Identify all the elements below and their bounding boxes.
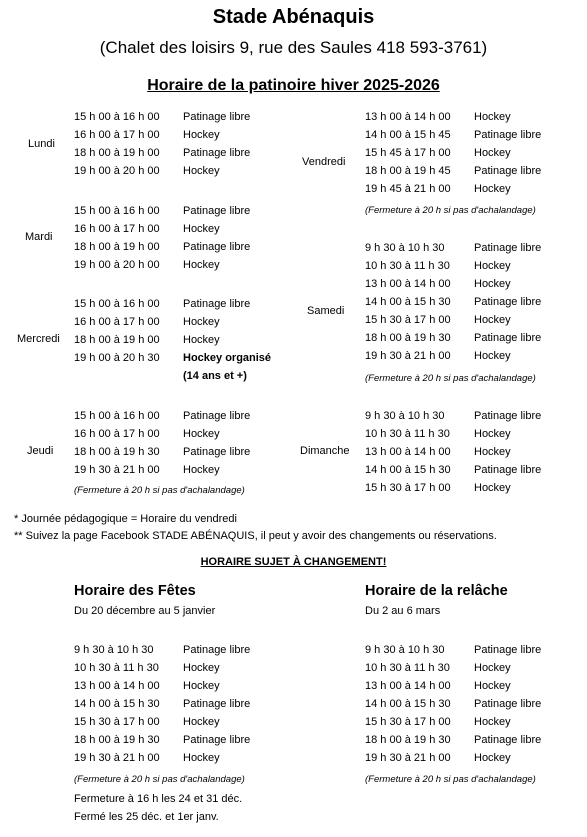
row-activity: Hockey xyxy=(183,464,220,476)
row-activity: Patinage libre xyxy=(474,698,542,710)
schedule-row xyxy=(365,257,575,275)
row-time: 18 h 00 à 19 h 30 xyxy=(74,734,160,746)
row-activity: Hockey xyxy=(474,716,511,728)
row-time: 16 h 00 à 17 h 00 xyxy=(74,428,160,440)
releche-note: (Fermeture à 20 h si pas d'achalandage) xyxy=(365,774,536,785)
row-activity: Hockey xyxy=(183,223,220,235)
row-activity: Hockey xyxy=(183,316,220,328)
schedule-row xyxy=(365,347,575,365)
row-activity: Patinage libre xyxy=(474,734,542,746)
change-warning: HORAIRE SUJET À CHANGEMENT! xyxy=(200,556,387,568)
row-time: 10 h 30 à 11 h 30 xyxy=(365,260,450,272)
row-activity: Patinage libre xyxy=(183,298,251,310)
row-activity: Hockey xyxy=(183,716,220,728)
schedule-block-lundi xyxy=(74,108,284,180)
row-activity: Patinage libre xyxy=(183,698,251,710)
row-activity: Hockey xyxy=(183,129,220,141)
row-activity: Hockey xyxy=(474,662,511,674)
row-time: 15 h 00 à 16 h 00 xyxy=(74,298,160,310)
row-activity: Hockey xyxy=(474,314,511,326)
row-time: 18 h 00 à 19 h 45 xyxy=(365,165,451,177)
releche-title: Horaire de la relâche xyxy=(365,583,508,599)
row-activity: Patinage libre xyxy=(183,147,251,159)
row-activity: Hockey xyxy=(474,183,511,195)
schedule-row xyxy=(74,144,284,162)
row-activity: Hockey xyxy=(183,662,220,674)
row-time: 13 h 00 à 14 h 00 xyxy=(365,278,451,290)
row-activity: Patinage libre xyxy=(183,410,251,422)
schedule-row xyxy=(74,367,284,385)
row-time: 14 h 00 à 15 h 45 xyxy=(365,129,451,141)
releche-dates: Du 2 au 6 mars xyxy=(365,605,441,617)
fetes-dates: Du 20 décembre au 5 janvier xyxy=(74,605,216,617)
vendredi-note: (Fermeture à 20 h si pas d'achalandage) xyxy=(365,205,536,216)
row-activity: Hockey xyxy=(474,752,511,764)
row-activity: Patinage libre xyxy=(183,205,251,217)
row-activity: Hockey xyxy=(474,278,511,290)
schedule-row xyxy=(365,461,575,479)
row-time: 15 h 30 à 17 h 00 xyxy=(365,482,451,494)
schedule-row xyxy=(365,311,575,329)
row-activity: Patinage libre xyxy=(474,410,542,422)
schedule-block-mercredi xyxy=(74,295,284,385)
schedule-row xyxy=(74,202,284,220)
schedule-row xyxy=(365,749,575,767)
day-label-mardi: Mardi xyxy=(25,231,53,243)
schedule-row xyxy=(74,331,284,349)
schedule-row xyxy=(74,695,284,713)
schedule-row xyxy=(74,349,284,367)
row-time: 18 h 00 à 19 h 00 xyxy=(74,241,160,253)
schedule-row xyxy=(365,180,575,198)
schedule-row xyxy=(365,713,575,731)
fetes-title: Horaire des Fêtes xyxy=(74,583,196,599)
row-activity: Patinage libre xyxy=(474,242,542,254)
row-activity: Patinage libre xyxy=(183,241,251,253)
schedule-block-jeudi xyxy=(74,407,284,479)
schedule-row xyxy=(365,641,575,659)
schedule-block-dimanche xyxy=(365,407,575,497)
row-time: 13 h 00 à 14 h 00 xyxy=(365,111,451,123)
fetes-note: (Fermeture à 20 h si pas d'achalandage) xyxy=(74,774,245,785)
row-activity: Hockey xyxy=(183,334,220,346)
schedule-row xyxy=(74,295,284,313)
row-time: 15 h 00 à 16 h 00 xyxy=(74,111,160,123)
schedule-row xyxy=(74,659,284,677)
schedule-block-fetes xyxy=(74,641,284,767)
schedule-row xyxy=(365,162,575,180)
samedi-note: (Fermeture à 20 h si pas d'achalandage) xyxy=(365,373,536,384)
row-activity: Hockey organisé xyxy=(183,352,272,364)
row-time: 13 h 00 à 14 h 00 xyxy=(365,680,451,692)
schedule-block-releche xyxy=(365,641,575,767)
row-activity: Hockey xyxy=(183,259,220,271)
schedule-row xyxy=(74,108,284,126)
row-activity: Hockey xyxy=(474,428,511,440)
footnote-pedagogique: * Journée pédagogique = Horaire du vendredi xyxy=(14,513,237,525)
row-time: 19 h 00 à 20 h 30 xyxy=(74,352,160,364)
row-time: 10 h 30 à 11 h 30 xyxy=(365,662,450,674)
row-activity: Hockey xyxy=(474,147,511,159)
row-activity: Hockey xyxy=(474,680,511,692)
day-label-dimanche: Dimanche xyxy=(300,445,350,457)
row-activity: Patinage libre xyxy=(183,446,251,458)
row-time: 9 h 30 à 10 h 30 xyxy=(365,410,445,422)
schedule-block-vendredi xyxy=(365,108,575,198)
day-label-jeudi: Jeudi xyxy=(27,445,54,457)
schedule-row xyxy=(365,659,575,677)
schedule-row xyxy=(365,479,575,497)
row-time: 14 h 00 à 15 h 30 xyxy=(74,698,160,710)
row-time: 19 h 00 à 20 h 00 xyxy=(74,165,160,177)
row-activity: Hockey xyxy=(183,752,220,764)
row-activity: Patinage libre xyxy=(183,644,251,656)
schedule-row xyxy=(365,425,575,443)
schedule-row xyxy=(74,749,284,767)
schedule-row xyxy=(365,695,575,713)
schedule-row xyxy=(365,329,575,347)
fetes-closing-2: Fermé les 25 déc. et 1er janv. xyxy=(74,811,219,823)
row-activity: Patinage libre xyxy=(474,165,542,177)
footnote-facebook: ** Suivez la page Facebook STADE ABÉNAQUIS, il peut y avoir des changements ou réservations. xyxy=(14,530,497,542)
row-activity: Hockey xyxy=(474,482,511,494)
row-time: 16 h 00 à 17 h 00 xyxy=(74,223,160,235)
schedule-row xyxy=(74,238,284,256)
row-time: 15 h 00 à 16 h 00 xyxy=(74,410,160,422)
row-activity: Hockey xyxy=(474,446,511,458)
fetes-closing-1: Fermeture à 16 h les 24 et 31 déc. xyxy=(74,793,243,805)
page-title: Stade Abénaquis xyxy=(212,6,375,28)
day-label-lundi: Lundi xyxy=(28,138,55,150)
row-activity: Hockey xyxy=(183,428,220,440)
row-time: 18 h 00 à 19 h 30 xyxy=(365,332,451,344)
row-activity: Patinage libre xyxy=(474,644,542,656)
schedule-heading: Horaire de la patinoire hiver 2025-2026 xyxy=(147,77,440,94)
row-time: 19 h 30 à 21 h 00 xyxy=(74,464,160,476)
schedule-row xyxy=(74,313,284,331)
jeudi-note: (Fermeture à 20 h si pas d'achalandage) xyxy=(74,485,245,496)
row-time: 19 h 30 à 21 h 00 xyxy=(365,752,451,764)
day-label-vendredi: Vendredi xyxy=(302,156,346,168)
row-activity: Patinage libre xyxy=(474,296,542,308)
row-activity: Hockey xyxy=(474,260,511,272)
row-activity: Hockey xyxy=(474,350,511,362)
schedule-row xyxy=(74,713,284,731)
row-activity: Patinage libre xyxy=(183,734,251,746)
row-time: 15 h 30 à 17 h 00 xyxy=(74,716,160,728)
row-activity: (14 ans et +) xyxy=(183,370,247,382)
schedule-row xyxy=(365,407,575,425)
schedule-row xyxy=(74,162,284,180)
schedule-row xyxy=(365,108,575,126)
schedule-block-samedi xyxy=(365,239,575,365)
schedule-row xyxy=(74,407,284,425)
schedule-row xyxy=(365,126,575,144)
schedule-row xyxy=(74,443,284,461)
row-time: 19 h 00 à 20 h 00 xyxy=(74,259,160,271)
row-time: 16 h 00 à 17 h 00 xyxy=(74,316,160,328)
row-activity: Patinage libre xyxy=(474,332,542,344)
row-time: 18 h 00 à 19 h 30 xyxy=(365,734,451,746)
schedule-row xyxy=(74,425,284,443)
row-time: 15 h 30 à 17 h 00 xyxy=(365,314,451,326)
schedule-row xyxy=(74,677,284,695)
row-activity: Patinage libre xyxy=(474,129,542,141)
row-time: 14 h 00 à 15 h 30 xyxy=(365,464,451,476)
row-time: 9 h 30 à 10 h 30 xyxy=(74,644,154,656)
schedule-row xyxy=(365,239,575,257)
schedule-row xyxy=(365,443,575,461)
row-time: 10 h 30 à 11 h 30 xyxy=(74,662,159,674)
row-time: 18 h 00 à 19 h 30 xyxy=(74,446,160,458)
schedule-row xyxy=(74,256,284,274)
schedule-row xyxy=(74,220,284,238)
schedule-row xyxy=(365,731,575,749)
row-time: 19 h 30 à 21 h 00 xyxy=(365,350,451,362)
row-time: 15 h 30 à 17 h 00 xyxy=(365,716,451,728)
row-time: 13 h 00 à 14 h 00 xyxy=(365,446,451,458)
schedule-block-mardi xyxy=(74,202,284,274)
row-time: 16 h 00 à 17 h 00 xyxy=(74,129,160,141)
row-time: 19 h 30 à 21 h 00 xyxy=(74,752,160,764)
schedule-row xyxy=(74,731,284,749)
row-activity: Patinage libre xyxy=(474,464,542,476)
row-time: 14 h 00 à 15 h 30 xyxy=(365,698,451,710)
day-label-samedi: Samedi xyxy=(307,305,345,317)
schedule-row xyxy=(74,126,284,144)
row-time: 18 h 00 à 19 h 00 xyxy=(74,147,160,159)
row-time: 13 h 00 à 14 h 00 xyxy=(74,680,160,692)
row-activity: Patinage libre xyxy=(183,111,251,123)
row-time: 14 h 00 à 15 h 30 xyxy=(365,296,451,308)
schedule-row xyxy=(365,677,575,695)
row-time: 19 h 45 à 21 h 00 xyxy=(365,183,451,195)
schedule-row xyxy=(365,275,575,293)
schedule-row xyxy=(74,641,284,659)
row-activity: Hockey xyxy=(183,680,220,692)
schedule-row xyxy=(74,461,284,479)
row-time: 18 h 00 à 19 h 00 xyxy=(74,334,160,346)
row-time: 9 h 30 à 10 h 30 xyxy=(365,644,445,656)
schedule-row xyxy=(365,144,575,162)
day-label-mercredi: Mercredi xyxy=(17,333,60,345)
row-time: 15 h 45 à 17 h 00 xyxy=(365,147,451,159)
row-time: 15 h 00 à 16 h 00 xyxy=(74,205,160,217)
row-activity: Hockey xyxy=(183,165,220,177)
row-time: 9 h 30 à 10 h 30 xyxy=(365,242,445,254)
row-time: 10 h 30 à 11 h 30 xyxy=(365,428,450,440)
row-activity: Hockey xyxy=(474,111,511,123)
page-subtitle: (Chalet des loisirs 9, rue des Saules 418 593-3761) xyxy=(99,38,488,57)
schedule-row xyxy=(365,293,575,311)
